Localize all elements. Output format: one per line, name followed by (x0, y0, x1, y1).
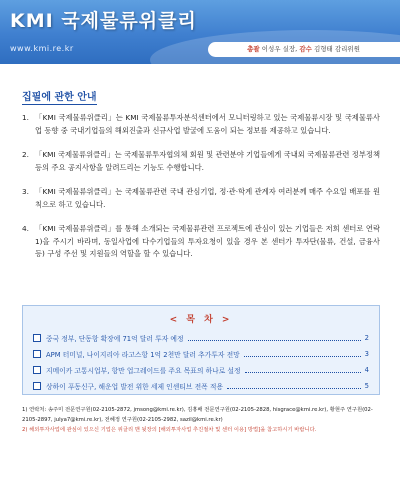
notice-number: 1. (22, 113, 29, 122)
toc-leader-dots (245, 372, 361, 373)
toc-item-title: 상하이 푸동신구, 해운업 발전 위한 세제 인센티브 전폭 적용 (46, 383, 224, 391)
toc-leader-dots (188, 340, 361, 341)
notice-number: 3. (22, 187, 29, 196)
credit-line (247, 44, 360, 53)
site-url[interactable]: www.kmi.re.kr (10, 44, 74, 53)
toc-item[interactable] (33, 378, 369, 394)
credit-value-review: 김형태 감리위원 (313, 45, 360, 53)
notice-item (22, 186, 380, 211)
section-title: 집필에 관한 안내 (22, 88, 97, 105)
toc-item[interactable] (33, 362, 369, 378)
toc-leader-dots (227, 388, 361, 389)
toc-item-title: APM 터미널, 나이지리아 라고스항 1억 2천만 달러 추가투자 전망 (46, 351, 240, 359)
credit-label-lead: 총괄 (247, 45, 260, 53)
checkbox-square-icon (33, 350, 41, 358)
toc-item[interactable] (33, 346, 369, 362)
credit-bar (208, 42, 400, 57)
notice-text: 「KMI 국제물류위클리」는 KMI 국제물류투자분석센터에서 모니터링하고 있는 국제물류시장 및 국제물류사업 동향 중 국내기업들의 해외진출과 신규사업 발굴에 도움이 되는 정보를 제공하고 있습니다. (35, 113, 380, 135)
notice-number: 4. (22, 224, 29, 233)
notice-item (22, 112, 380, 137)
table-of-contents (22, 305, 380, 395)
notice-list (22, 112, 380, 273)
checkbox-square-icon (33, 334, 41, 342)
toc-title: < 목 차 > (169, 315, 233, 325)
footnotes (22, 405, 382, 435)
toc-item-page: 2 (364, 334, 369, 342)
footnote-contacts: 1) 연락처: 송주미 전문연구원(02-2105-2872, jmsong@kmi.re.kr), 김홍배 전문연구원(02-2105-2828, hisgrace@kmi.re.kr), 황현주 연구원(02-2105-2897, julya7@kmi.re.kr), 전혜정 연구원(02-2105-2982, sazil@kmi.re.kr) (22, 407, 373, 423)
notice-item (22, 223, 380, 261)
toc-list (33, 330, 369, 394)
header-banner (0, 0, 400, 64)
toc-item[interactable] (33, 330, 369, 346)
toc-item-page: 4 (364, 366, 369, 374)
toc-item-page: 3 (364, 350, 369, 358)
checkbox-square-icon (33, 382, 41, 390)
notice-text: 「KMI 국제물류위클리」는 국제물류투자협의체 회원 및 관련분야 기업들에게 국내외 국제물류관련 정부정책 등의 주요 공지사항을 알려드리는 기능도 수행합니다. (35, 150, 380, 172)
notice-item (22, 149, 380, 174)
notice-number: 2. (22, 150, 29, 159)
credit-label-review: 감수 (299, 45, 312, 53)
toc-item-title: 지메이카 고통시업부, 항만 업그레이드를 주요 목표의 하나로 설정 (46, 367, 241, 375)
checkbox-square-icon (33, 366, 41, 374)
toc-item-title: 중국 정부, 단동항 확장에 71억 달러 투자 예정 (46, 335, 184, 343)
notice-text: 「KMI 국제물류위클리」를 통해 소개되는 국제물류관련 프로젝트에 관심이 있는 기업들은 저희 센터로 연락1)을 주시기 바라며, 동일사업에 다수기업들의 투자요청이 있을 경우 본 센터가 투자단(물류, 건설, 금융사 등) 구성 주선 및 지원들의 역할을 할 수 있습니다. (35, 224, 380, 258)
footnote-guide: 2) 해외투자사업에 관심이 있으신 기업은 위클리 맨 뒷장의 [해외투자사업 추진절차 및 센터 이용] 방법]을 참고하시기 바랍니다. (22, 427, 317, 433)
toc-leader-dots (244, 356, 361, 357)
credit-value-lead: 이성우 실장, (261, 45, 298, 53)
toc-item-page: 5 (364, 382, 369, 390)
brand-title: KMI 국제물류위클리 (10, 10, 197, 32)
notice-text: 「KMI 국제물류위클리」는 국제물류관련 국내 관심기업, 정·관·학계 관계자 여러분께 매주 수요일 배포를 원칙으로 하고 있습니다. (35, 187, 380, 209)
